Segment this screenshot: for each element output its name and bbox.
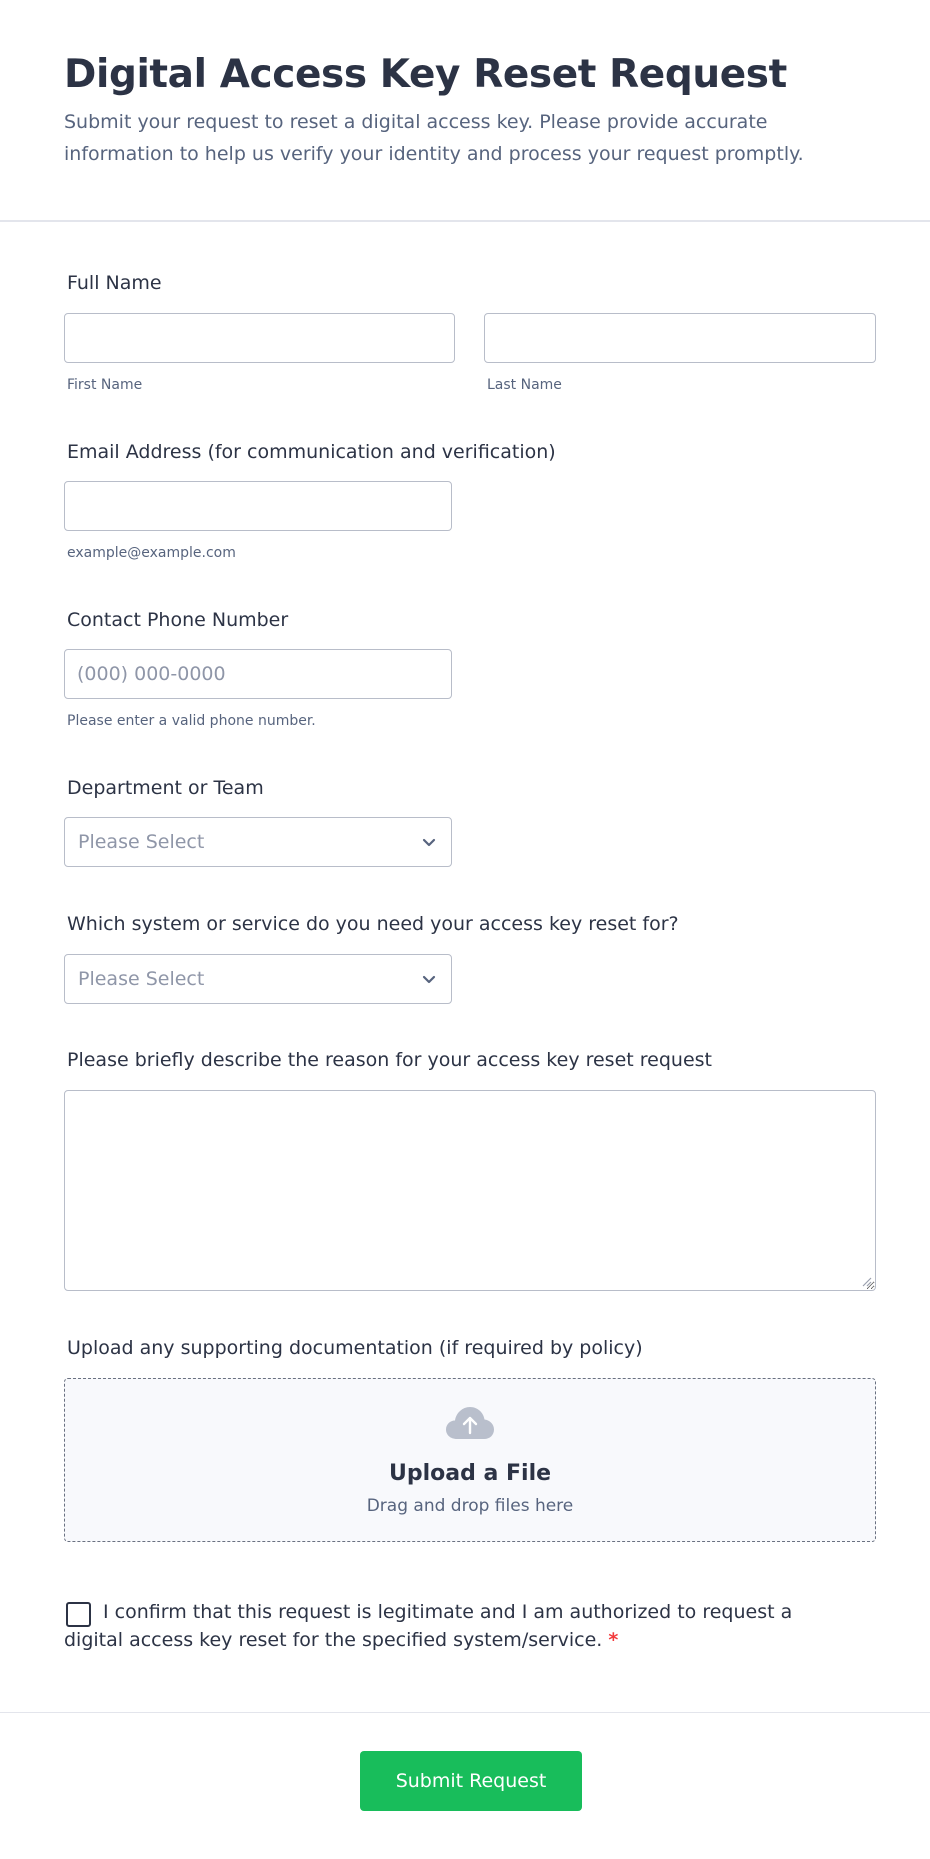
confirm-text-line-1: I confirm that this request is legitimate and I am authorized to request a <box>103 1601 793 1623</box>
required-asterisk: * <box>608 1629 619 1651</box>
first-name-sublabel: First Name <box>67 377 143 393</box>
email-input[interactable] <box>64 481 452 531</box>
form-header <box>0 0 930 222</box>
page-title: Digital Access Key Reset Request <box>64 52 787 97</box>
confirm-text-line-2-label: digital access key reset for the specified system/service. <box>64 1629 603 1651</box>
cloud-upload-icon <box>445 1405 495 1441</box>
upload-subtitle: Drag and drop files here <box>366 1496 574 1516</box>
full-name-label: Full Name <box>67 272 162 294</box>
confirm-text-line-2 <box>64 1629 618 1651</box>
chevron-down-icon <box>419 969 439 989</box>
last-name-input[interactable] <box>484 313 876 363</box>
submit-button[interactable]: Submit Request <box>360 1751 582 1811</box>
system-select[interactable] <box>64 954 452 1004</box>
resize-handle-icon[interactable] <box>860 1275 872 1287</box>
subtitle-line-1: Submit your request to reset a digital access key. Please provide accurate <box>64 111 768 133</box>
phone-sublabel: Please enter a valid phone number. <box>67 713 316 729</box>
phone-label: Contact Phone Number <box>67 609 289 631</box>
system-select-value: Please Select <box>78 968 205 990</box>
department-select-value: Please Select <box>78 831 205 853</box>
first-name-input[interactable] <box>64 313 455 363</box>
page-subtitle <box>64 106 864 170</box>
department-label: Department or Team <box>67 777 264 799</box>
system-label: Which system or service do you need your access key reset for? <box>67 913 679 935</box>
subtitle-line-2: information to help us verify your identity and process your request promptly. <box>64 143 804 165</box>
upload-title: Upload a File <box>388 1461 552 1486</box>
footer-divider <box>0 1712 930 1713</box>
email-label: Email Address (for communication and verification) <box>67 441 556 463</box>
upload-label: Upload any supporting documentation (if required by policy) <box>67 1337 643 1359</box>
chevron-down-icon <box>419 832 439 852</box>
confirm-checkbox[interactable] <box>66 1602 91 1627</box>
department-select[interactable] <box>64 817 452 867</box>
reason-label: Please briefly describe the reason for your access key reset request <box>67 1049 712 1071</box>
file-upload-dropzone[interactable] <box>64 1378 876 1542</box>
reason-textarea[interactable] <box>64 1090 876 1291</box>
phone-input[interactable] <box>64 649 452 699</box>
last-name-sublabel: Last Name <box>487 377 562 393</box>
email-sublabel: example@example.com <box>67 545 236 561</box>
